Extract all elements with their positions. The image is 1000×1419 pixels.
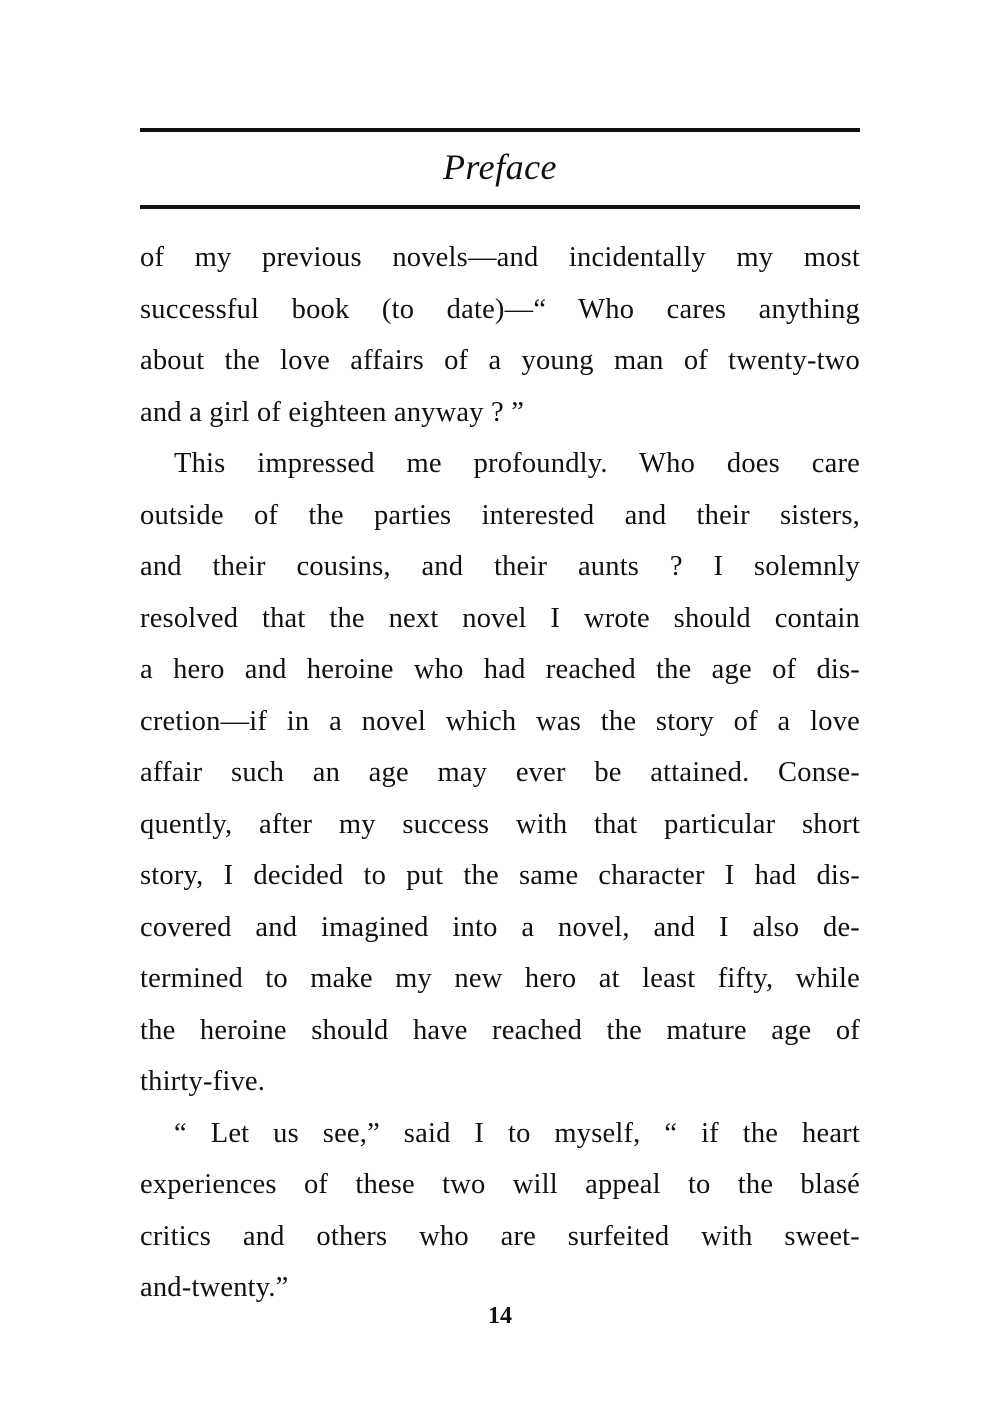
- text-line: a hero and heroine who had reached the age of dis-: [140, 654, 860, 685]
- header-rule-top: [140, 128, 860, 132]
- text-line: resolved that the next novel I wrote should contain: [140, 602, 860, 634]
- text-line: the heroine should have reached the mature age of: [140, 1014, 860, 1046]
- text-line: cretion—if in a novel which was the story of a love: [140, 705, 860, 737]
- text-line: and-twenty.”: [140, 1272, 289, 1303]
- header-rule-bottom: [140, 205, 860, 209]
- text-line: covered and imagined into a novel, and I also de-: [140, 911, 860, 943]
- text-line: “ Let us see,” said I to myself, “ if the heart: [174, 1117, 860, 1149]
- text-line: of my previous novels—and incidentally my most: [140, 242, 860, 273]
- text-line: story, I decided to put the same character I had dis-: [140, 860, 860, 891]
- text-line: about the love affairs of a young man of twenty-two: [140, 345, 860, 376]
- text-line: and their cousins, and their aunts ? I solemnly: [140, 551, 860, 582]
- text-line: successful book (to date)—“ Who cares anything: [140, 293, 860, 325]
- text-line: and a girl of eighteen anyway ? ”: [140, 396, 525, 428]
- text-line: experiences of these two will appeal to the blasé: [140, 1169, 860, 1200]
- text-line: This impressed me profoundly. Who does care: [174, 448, 860, 479]
- text-line: quently, after my success with that particular short: [140, 808, 860, 840]
- text-line: critics and others who are surfeited with sweet-: [140, 1220, 860, 1252]
- text-line: affair such an age may ever be attained. Conse-: [140, 757, 860, 788]
- running-head: Preface: [442, 147, 558, 187]
- text-line: outside of the parties interested and their sisters,: [140, 499, 860, 531]
- page-number: 14: [488, 1303, 512, 1329]
- body-text: [140, 232, 860, 1314]
- text-line: thirty-five.: [140, 1066, 266, 1097]
- text-line: termined to make my new hero at least fifty, while: [140, 963, 860, 994]
